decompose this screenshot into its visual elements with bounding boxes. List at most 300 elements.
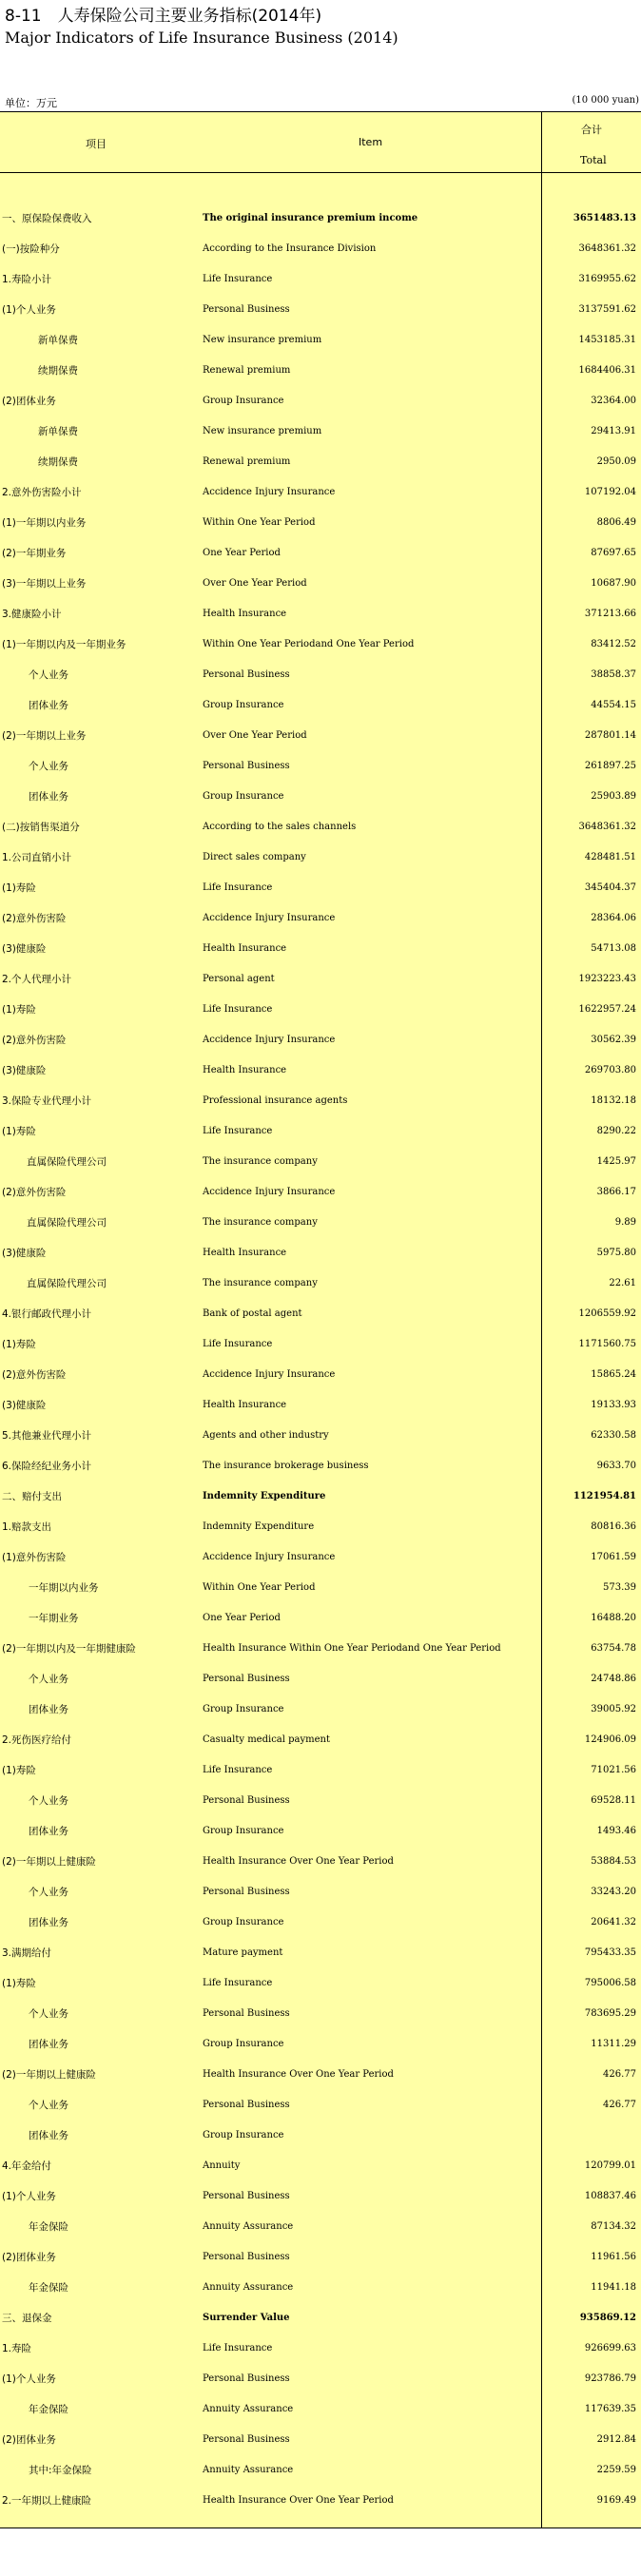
row-value: 1171560.75 <box>578 1339 636 1349</box>
table-row <box>0 325 641 356</box>
row-label-en: One Year Period <box>203 1613 281 1623</box>
row-label-cn: 5.其他兼业代理小计 <box>2 1430 92 1442</box>
row-label-cn: 1.赔款支出 <box>2 1521 52 1533</box>
row-label-cn: (1)寿险 <box>2 1765 36 1776</box>
row-label-en: The insurance company <box>203 1217 318 1228</box>
row-label-cn: (1)寿险 <box>2 882 36 894</box>
table-row <box>0 903 641 934</box>
row-label-cn: 团体业务 <box>29 1704 68 1715</box>
table-row <box>0 2455 641 2486</box>
row-label-en: Health Insurance Within One Year Periodand One Year Period <box>203 1643 501 1654</box>
row-label-cn: 团体业务 <box>29 1917 68 1928</box>
row-value: 287801.14 <box>584 730 636 741</box>
row-label-cn: 一年期以内业务 <box>29 1582 99 1594</box>
row-label-en: Annuity <box>203 2160 241 2171</box>
row-label-en: Personal Business <box>203 304 290 315</box>
row-label-en: Accidence Injury Insurance <box>203 1369 336 1380</box>
row-value: 783695.29 <box>584 2008 636 2019</box>
row-value: 1923223.43 <box>578 974 636 984</box>
table-row <box>0 1056 641 1086</box>
row-value: 3169955.62 <box>578 274 636 284</box>
row-value: 11961.56 <box>591 2252 636 2262</box>
row-label-cn: (2)一年期以内及一年期健康险 <box>2 1643 136 1655</box>
row-label-cn: 4.银行邮政代理小计 <box>2 1308 92 1320</box>
row-value: 1622957.24 <box>578 1004 636 1015</box>
row-value: 32364.00 <box>591 396 636 406</box>
row-value: 1684406.31 <box>578 365 636 376</box>
row-label-cn: (1)个人业务 <box>2 2191 56 2202</box>
row-value: 1206559.92 <box>578 1308 636 1319</box>
row-label-en: Accidence Injury Insurance <box>203 913 336 923</box>
row-label-cn: (1)寿险 <box>2 1126 36 1137</box>
unit-label-cn: 单位：万元 <box>5 97 57 109</box>
table-row <box>0 1664 641 1695</box>
row-label-cn: 1.寿险小计 <box>2 274 52 285</box>
row-label-en: According to the sales channels <box>203 822 357 832</box>
table-row <box>0 964 641 995</box>
row-label-cn: 新单保费 <box>38 426 78 437</box>
row-label-cn: (1)寿险 <box>2 1978 36 1989</box>
row-label-cn: 直属保险代理公司 <box>27 1217 107 1229</box>
row-label-en: Group Insurance <box>203 1917 284 1927</box>
row-label-en: Personal agent <box>203 974 275 984</box>
row-value: 935869.12 <box>579 2313 636 2323</box>
table-row <box>0 356 641 386</box>
row-value: 87134.32 <box>591 2221 636 2232</box>
row-label-cn: (2)一年期以上健康险 <box>2 2069 96 2081</box>
row-label-cn: 2.一年期以上健康险 <box>2 2495 92 2507</box>
row-label-en: Bank of postal agent <box>203 1308 302 1319</box>
row-label-cn: (1)一年期以内及一年期业务 <box>2 639 126 650</box>
row-value: 30562.39 <box>591 1035 636 1045</box>
row-label-en: Life Insurance <box>203 882 273 893</box>
row-value: 16488.20 <box>591 1613 636 1623</box>
row-label-en: Annuity Assurance <box>203 2221 294 2232</box>
row-label-en: Health Insurance <box>203 1065 287 1075</box>
table-row <box>0 1390 641 1421</box>
row-value: 44554.15 <box>591 700 636 710</box>
row-label-cn: (3)健康险 <box>2 1400 47 1411</box>
row-label-en: Group Insurance <box>203 1826 284 1836</box>
table-row <box>0 1329 641 1360</box>
table-row <box>0 690 641 721</box>
table-row <box>0 416 641 447</box>
row-label-en: Life Insurance <box>203 1978 273 1988</box>
table-row <box>0 538 641 569</box>
table-row <box>0 203 641 234</box>
table-row <box>0 2242 641 2273</box>
row-label-en: Annuity Assurance <box>203 2282 294 2293</box>
row-value: 22.61 <box>609 1278 636 1288</box>
table-row <box>0 843 641 873</box>
row-label-en: Surrender Value <box>203 2313 290 2323</box>
row-label-en: Life Insurance <box>203 1126 273 1136</box>
row-label-en: Life Insurance <box>203 2343 273 2353</box>
row-label-en: Personal Business <box>203 2008 290 2019</box>
row-label-cn: 个人业务 <box>29 1795 68 1807</box>
row-label-en: Personal Business <box>203 1887 290 1897</box>
row-label-en: Health Insurance <box>203 943 287 954</box>
row-value: 2912.84 <box>596 2434 636 2445</box>
row-label-cn: (1)意外伤害险 <box>2 1552 67 1563</box>
row-label-en: Life Insurance <box>203 1765 273 1775</box>
row-label-en: Health Insurance <box>203 609 287 619</box>
row-label-en: Annuity Assurance <box>203 2465 294 2475</box>
table-row <box>0 2060 641 2090</box>
table-row <box>0 782 641 812</box>
table-row <box>0 2394 641 2425</box>
row-value: 120799.01 <box>584 2160 636 2171</box>
table-row <box>0 295 641 325</box>
row-label-cn: (3)健康险 <box>2 943 47 955</box>
row-value: 428481.51 <box>584 852 636 862</box>
row-value: 9.89 <box>614 1217 636 1228</box>
row-value: 269703.80 <box>584 1065 636 1075</box>
row-label-cn: 年金保险 <box>29 2404 68 2415</box>
row-label-en: Personal Business <box>203 669 290 680</box>
row-label-cn: 团体业务 <box>29 2130 68 2141</box>
table-row <box>0 1725 641 1755</box>
data-table <box>0 111 641 2528</box>
row-label-cn: 个人业务 <box>29 1887 68 1898</box>
row-label-en: Renewal premium <box>203 365 291 376</box>
row-label-cn: 2.死伤医疗给付 <box>2 1734 72 1746</box>
row-value: 108837.46 <box>584 2191 636 2201</box>
row-label-en: One Year Period <box>203 548 281 558</box>
table-row <box>0 2151 641 2181</box>
table-row <box>0 1968 641 1999</box>
table-row <box>0 1603 641 1634</box>
row-label-en: The insurance company <box>203 1278 318 1288</box>
table-row <box>0 1816 641 1847</box>
row-value: 33243.20 <box>591 1887 636 1897</box>
row-label-en: Over One Year Period <box>203 578 307 589</box>
table-row <box>0 2121 641 2151</box>
row-value: 54713.08 <box>591 943 636 954</box>
row-label-cn: (一)按险种分 <box>2 243 60 255</box>
row-label-cn: 年金保险 <box>29 2282 68 2294</box>
row-label-cn: (1)一年期以内业务 <box>2 517 87 529</box>
row-value: 3651483.13 <box>573 213 636 223</box>
row-value: 62330.58 <box>591 1430 636 1441</box>
column-header-item-cn: 项目 <box>86 138 107 150</box>
row-value: 9169.49 <box>596 2495 636 2506</box>
table-row <box>0 508 641 538</box>
table-row <box>0 447 641 477</box>
table-row <box>0 1695 641 1725</box>
table-row <box>0 2273 641 2303</box>
row-value: 10687.90 <box>591 578 636 589</box>
table-row <box>0 1421 641 1451</box>
row-value: 8806.49 <box>596 517 636 528</box>
row-value: 9633.70 <box>596 1461 636 1471</box>
row-value: 15865.24 <box>591 1369 636 1380</box>
row-label-cn: (2)一年期业务 <box>2 548 67 559</box>
table-body <box>0 203 641 2516</box>
row-value: 8290.22 <box>596 1126 636 1136</box>
row-label-en: The original insurance premium income <box>203 213 418 223</box>
row-label-en: Personal Business <box>203 1674 290 1684</box>
table-row <box>0 2181 641 2212</box>
table-row <box>0 234 641 264</box>
row-value: 1121954.81 <box>573 1491 636 1501</box>
table-row <box>0 1238 641 1269</box>
row-value: 3137591.62 <box>578 304 636 315</box>
table-row <box>0 1360 641 1390</box>
row-label-cn: 直属保险代理公司 <box>27 1156 107 1168</box>
row-label-cn: 年金保险 <box>29 2221 68 2233</box>
row-value: 29413.91 <box>591 426 636 436</box>
table-row <box>0 721 641 751</box>
row-label-cn: 个人业务 <box>29 2100 68 2111</box>
table-row <box>0 1999 641 2029</box>
row-label-en: Personal Business <box>203 2191 290 2201</box>
table-row <box>0 1482 641 1512</box>
row-label-cn: 6.保险经纪业务小计 <box>2 1461 92 1472</box>
table-row <box>0 2029 641 2060</box>
row-label-en: The insurance brokerage business <box>203 1461 369 1471</box>
row-value: 107192.04 <box>584 487 636 497</box>
row-label-en: Annuity Assurance <box>203 2404 294 2414</box>
row-label-en: Direct sales company <box>203 852 306 862</box>
row-value: 345404.37 <box>584 882 636 893</box>
column-header-total-en: Total <box>580 154 607 166</box>
table-row <box>0 1147 641 1177</box>
row-label-cn: (1)个人业务 <box>2 2373 56 2385</box>
row-value: 25903.89 <box>591 791 636 802</box>
row-label-en: Indemnity Expenditure <box>203 1491 326 1501</box>
row-value: 71021.56 <box>591 1765 636 1775</box>
row-value: 1453185.31 <box>578 335 636 345</box>
table-row <box>0 477 641 508</box>
table-row <box>0 2334 641 2364</box>
table-row <box>0 1877 641 1908</box>
row-value: 3866.17 <box>596 1187 636 1197</box>
row-label-en: Personal Business <box>203 2252 290 2262</box>
row-value: 3648361.32 <box>578 243 636 254</box>
row-label-en: According to the Insurance Division <box>203 243 377 254</box>
row-value: 426.77 <box>603 2100 636 2110</box>
row-label-cn: (3)一年期以上业务 <box>2 578 87 590</box>
table-row <box>0 1269 641 1299</box>
row-label-cn: 团体业务 <box>29 1826 68 1837</box>
row-value: 39005.92 <box>591 1704 636 1714</box>
row-value: 38858.37 <box>591 669 636 680</box>
table-row <box>0 599 641 629</box>
row-label-cn: (2)团体业务 <box>2 396 56 407</box>
row-label-en: Health Insurance Over One Year Period <box>203 2069 394 2080</box>
row-value: 426.77 <box>603 2069 636 2080</box>
row-value: 17061.59 <box>591 1552 636 1562</box>
table-row <box>0 2090 641 2121</box>
row-label-cn: (1)寿险 <box>2 1004 36 1016</box>
table-row <box>0 386 641 416</box>
table-row <box>0 1208 641 1238</box>
row-label-en: Indemnity Expenditure <box>203 1521 315 1532</box>
row-value: 11941.18 <box>591 2282 636 2293</box>
row-label-en: Health Insurance <box>203 1400 287 1410</box>
table-row <box>0 995 641 1025</box>
row-label-cn: 直属保险代理公司 <box>27 1278 107 1289</box>
row-label-en: Personal Business <box>203 2434 290 2445</box>
table-row <box>0 2364 641 2394</box>
row-label-cn: 团体业务 <box>29 2039 68 2050</box>
table-spacer <box>0 173 641 203</box>
row-label-cn: 二、赔付支出 <box>2 1491 62 1502</box>
page-title-en: Major Indicators of Life Insurance Business (2014) <box>5 29 398 47</box>
row-label-cn: (2)意外伤害险 <box>2 913 67 924</box>
row-label-en: Personal Business <box>203 1795 290 1806</box>
row-value: 20641.32 <box>591 1917 636 1927</box>
row-value: 69528.11 <box>591 1795 636 1806</box>
row-label-cn: 个人业务 <box>29 761 68 772</box>
row-label-cn: 团体业务 <box>29 700 68 711</box>
row-value: 2950.09 <box>596 456 636 467</box>
table-spacer <box>0 2516 641 2528</box>
row-value: 795006.58 <box>584 1978 636 1988</box>
row-label-cn: 2.意外伤害险小计 <box>2 487 82 498</box>
row-label-cn: (3)健康险 <box>2 1248 47 1259</box>
row-label-cn: 2.个人代理小计 <box>2 974 72 985</box>
row-value: 923786.79 <box>584 2373 636 2384</box>
row-value: 3648361.32 <box>578 822 636 832</box>
row-label-cn: 3.满期给付 <box>2 1947 52 1959</box>
table-row <box>0 1755 641 1786</box>
row-label-en: Within One Year Period <box>203 1582 316 1593</box>
row-value: 87697.65 <box>591 548 636 558</box>
table-row <box>0 2486 641 2516</box>
row-label-cn: (2)团体业务 <box>2 2434 56 2446</box>
row-label-cn: 三、退保金 <box>2 2313 52 2324</box>
page-title-cn: 8-11 人寿保险公司主要业务指标(2014年) <box>5 7 322 26</box>
row-value: 117639.35 <box>584 2404 636 2414</box>
row-label-en: Casualty medical payment <box>203 1734 331 1745</box>
row-label-cn: (2)意外伤害险 <box>2 1035 67 1046</box>
table-row <box>0 1025 641 1056</box>
row-value: 80816.36 <box>591 1521 636 1532</box>
row-label-cn: 新单保费 <box>38 335 78 346</box>
row-label-cn: 团体业务 <box>29 791 68 803</box>
row-value: 11311.29 <box>591 2039 636 2049</box>
row-label-cn: (1)个人业务 <box>2 304 56 316</box>
table-row <box>0 1451 641 1482</box>
row-label-cn: (2)一年期以上健康险 <box>2 1856 96 1868</box>
row-value: 573.39 <box>603 1582 636 1593</box>
row-label-en: Group Insurance <box>203 396 284 406</box>
unit-label-en: (10 000 yuan) <box>572 95 639 106</box>
row-value: 371213.66 <box>584 609 636 619</box>
row-value: 19133.93 <box>591 1400 636 1410</box>
row-label-cn: 一、原保险保费收入 <box>2 213 92 224</box>
row-label-en: New insurance premium <box>203 335 322 345</box>
row-label-en: Group Insurance <box>203 791 284 802</box>
table-row <box>0 873 641 903</box>
row-label-cn: 3.保险专业代理小计 <box>2 1095 92 1107</box>
table-row <box>0 1847 641 1877</box>
row-label-cn: 个人业务 <box>29 669 68 681</box>
row-label-en: Personal Business <box>203 2373 290 2384</box>
row-label-cn: 续期保费 <box>38 456 78 468</box>
table-row <box>0 1573 641 1603</box>
row-label-en: Mature payment <box>203 1947 283 1958</box>
row-label-cn: 1.公司直销小计 <box>2 852 72 863</box>
row-label-cn: 4.年金给付 <box>2 2160 52 2172</box>
row-label-en: Accidence Injury Insurance <box>203 487 336 497</box>
table-row <box>0 751 641 782</box>
table-row <box>0 569 641 599</box>
row-value: 63754.78 <box>591 1643 636 1654</box>
table-row <box>0 1177 641 1208</box>
row-label-en: Personal Business <box>203 761 290 771</box>
row-label-en: Life Insurance <box>203 1004 273 1015</box>
table-row <box>0 1116 641 1147</box>
table-row <box>0 1634 641 1664</box>
row-label-en: Within One Year Periodand One Year Period <box>203 639 415 649</box>
row-value: 2259.59 <box>596 2465 636 2475</box>
row-value: 28364.06 <box>591 913 636 923</box>
column-header-total-cn: 合计 <box>581 124 602 136</box>
row-label-en: Accidence Injury Insurance <box>203 1035 336 1045</box>
row-label-cn: (1)寿险 <box>2 1339 36 1350</box>
row-label-en: Group Insurance <box>203 700 284 710</box>
row-label-en: Life Insurance <box>203 1339 273 1349</box>
row-label-cn: (2)意外伤害险 <box>2 1369 67 1381</box>
row-label-en: Over One Year Period <box>203 730 307 741</box>
row-label-en: Health Insurance Over One Year Period <box>203 2495 394 2506</box>
table-row <box>0 1542 641 1573</box>
table-row <box>0 1786 641 1816</box>
table-row <box>0 1299 641 1329</box>
table-row <box>0 264 641 295</box>
row-value: 261897.25 <box>584 761 636 771</box>
row-value: 926699.63 <box>584 2343 636 2353</box>
table-row <box>0 1512 641 1542</box>
table-row <box>0 1086 641 1116</box>
row-value: 5975.80 <box>596 1248 636 1258</box>
table-row <box>0 2303 641 2334</box>
row-label-en: Renewal premium <box>203 456 291 467</box>
row-value: 124906.09 <box>584 1734 636 1745</box>
row-label-en: Accidence Injury Insurance <box>203 1552 336 1562</box>
row-value: 1493.46 <box>596 1826 636 1836</box>
row-label-cn: 续期保费 <box>38 365 78 377</box>
row-label-cn: (二)按销售渠道分 <box>2 822 80 833</box>
row-label-en: Agents and other industry <box>203 1430 329 1441</box>
row-value: 1425.97 <box>596 1156 636 1167</box>
row-label-cn: 个人业务 <box>29 2008 68 2020</box>
row-label-cn: (3)健康险 <box>2 1065 47 1076</box>
row-label-en: Group Insurance <box>203 2130 284 2140</box>
row-label-cn: 3.健康险小计 <box>2 609 62 620</box>
table-row <box>0 934 641 964</box>
row-label-cn: (2)一年期以上业务 <box>2 730 87 742</box>
row-value: 83412.52 <box>591 639 636 649</box>
table-row <box>0 2425 641 2455</box>
row-label-en: New insurance premium <box>203 426 322 436</box>
row-label-en: Personal Business <box>203 2100 290 2110</box>
row-label-en: Group Insurance <box>203 2039 284 2049</box>
column-header-item-en: Item <box>359 136 383 148</box>
row-label-en: Professional insurance agents <box>203 1095 348 1106</box>
row-value: 18132.18 <box>591 1095 636 1106</box>
row-label-cn: (2)意外伤害险 <box>2 1187 67 1198</box>
row-label-cn: 1.寿险 <box>2 2343 32 2354</box>
table-row <box>0 629 641 660</box>
row-label-en: Health Insurance Over One Year Period <box>203 1856 394 1867</box>
row-label-en: Group Insurance <box>203 1704 284 1714</box>
table-row <box>0 1908 641 1938</box>
row-label-en: Accidence Injury Insurance <box>203 1187 336 1197</box>
